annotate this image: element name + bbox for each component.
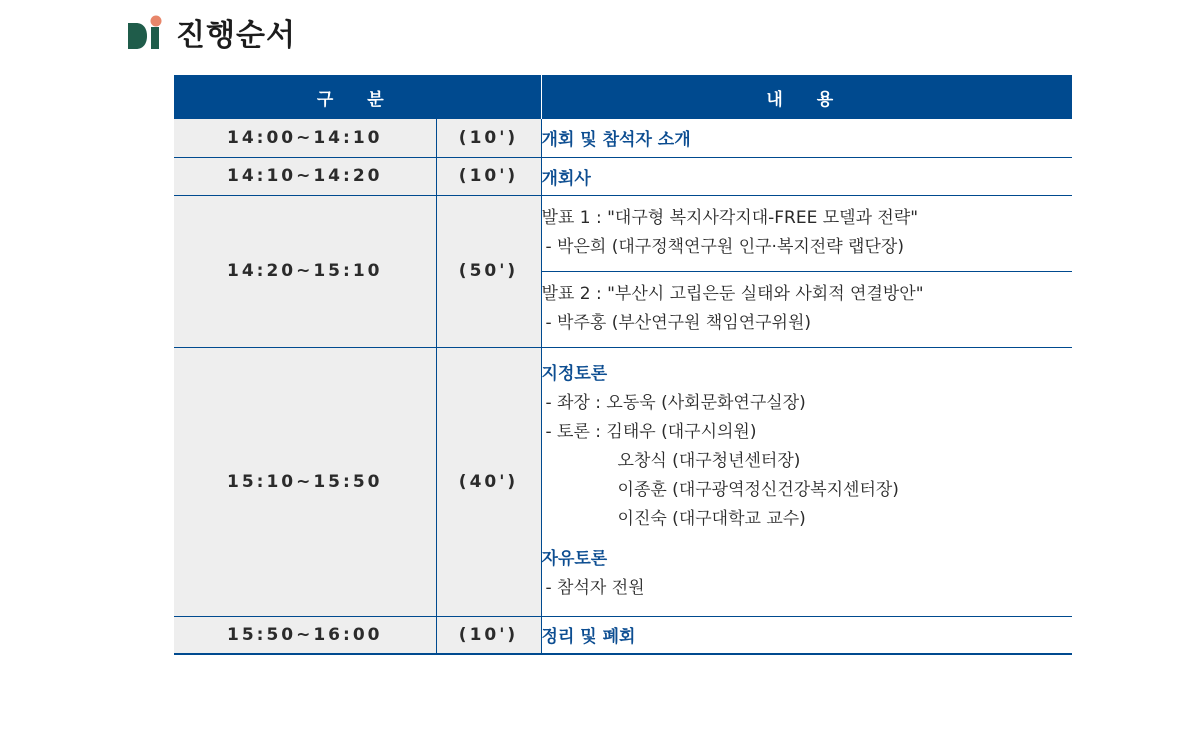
presentation-speaker: - 박주홍 (부산연구원 책임연구위원) [545, 313, 812, 333]
page-header [128, 12, 296, 52]
content-cell [541, 347, 1072, 616]
time-cell: 14:20~15:10 [174, 195, 436, 347]
duration-cell: (10') [436, 616, 541, 654]
duration-cell: (50') [436, 195, 541, 347]
time-cell: 14:00~14:10 [174, 119, 436, 157]
schedule-table [174, 75, 1072, 655]
table-row [174, 616, 1072, 654]
agenda-title: 개회사 [541, 168, 591, 189]
presentation-title: 발표 2 : "부산시 고립은둔 실태와 사회적 연결방안" [541, 284, 924, 304]
column-header-division: 구 분 [174, 75, 541, 119]
discussion-panelist: 이종훈 (대구광역정신건강복지센터장) [617, 480, 899, 500]
table-row [174, 157, 1072, 195]
content-cell [541, 616, 1072, 654]
page-title: 진행순서 [176, 18, 296, 53]
presentation-speaker: - 박은희 (대구정책연구원 인구·복지전략 랩단장) [545, 237, 904, 257]
time-cell: 14:10~14:20 [174, 157, 436, 195]
table-row [174, 195, 1072, 271]
discussion-panelist: 오창식 (대구청년센터장) [617, 451, 801, 471]
duration-cell: (40') [436, 347, 541, 616]
content-cell [541, 119, 1072, 157]
time-cell: 15:50~16:00 [174, 616, 436, 654]
table-header-row [174, 75, 1072, 119]
free-discussion-title: 자유토론 [541, 549, 608, 569]
table-row [174, 119, 1072, 157]
duration-cell: (10') [436, 157, 541, 195]
logo-icon [128, 15, 164, 49]
time-cell: 15:10~15:50 [174, 347, 436, 616]
content-cell [541, 157, 1072, 195]
discussion-chair: - 좌장 : 오동욱 (사회문화연구실장) [545, 393, 806, 413]
agenda-title: 정리 및 폐회 [541, 627, 636, 648]
column-header-content: 내 용 [541, 75, 1072, 119]
discussion-panelist: - 토론 : 김태우 (대구시의원) [545, 422, 757, 442]
discussion-panelist: 이진숙 (대구대학교 교수) [617, 509, 806, 529]
table-row [174, 347, 1072, 616]
duration-cell: (10') [436, 119, 541, 157]
content-cell [541, 195, 1072, 271]
agenda-title: 개회 및 참석자 소개 [541, 130, 691, 151]
discussion-title: 지정토론 [541, 364, 608, 384]
content-cell [541, 271, 1072, 347]
free-discussion-participants: - 참석자 전원 [545, 578, 645, 598]
presentation-title: 발표 1 : "대구형 복지사각지대-FREE 모델과 전략" [541, 208, 919, 228]
